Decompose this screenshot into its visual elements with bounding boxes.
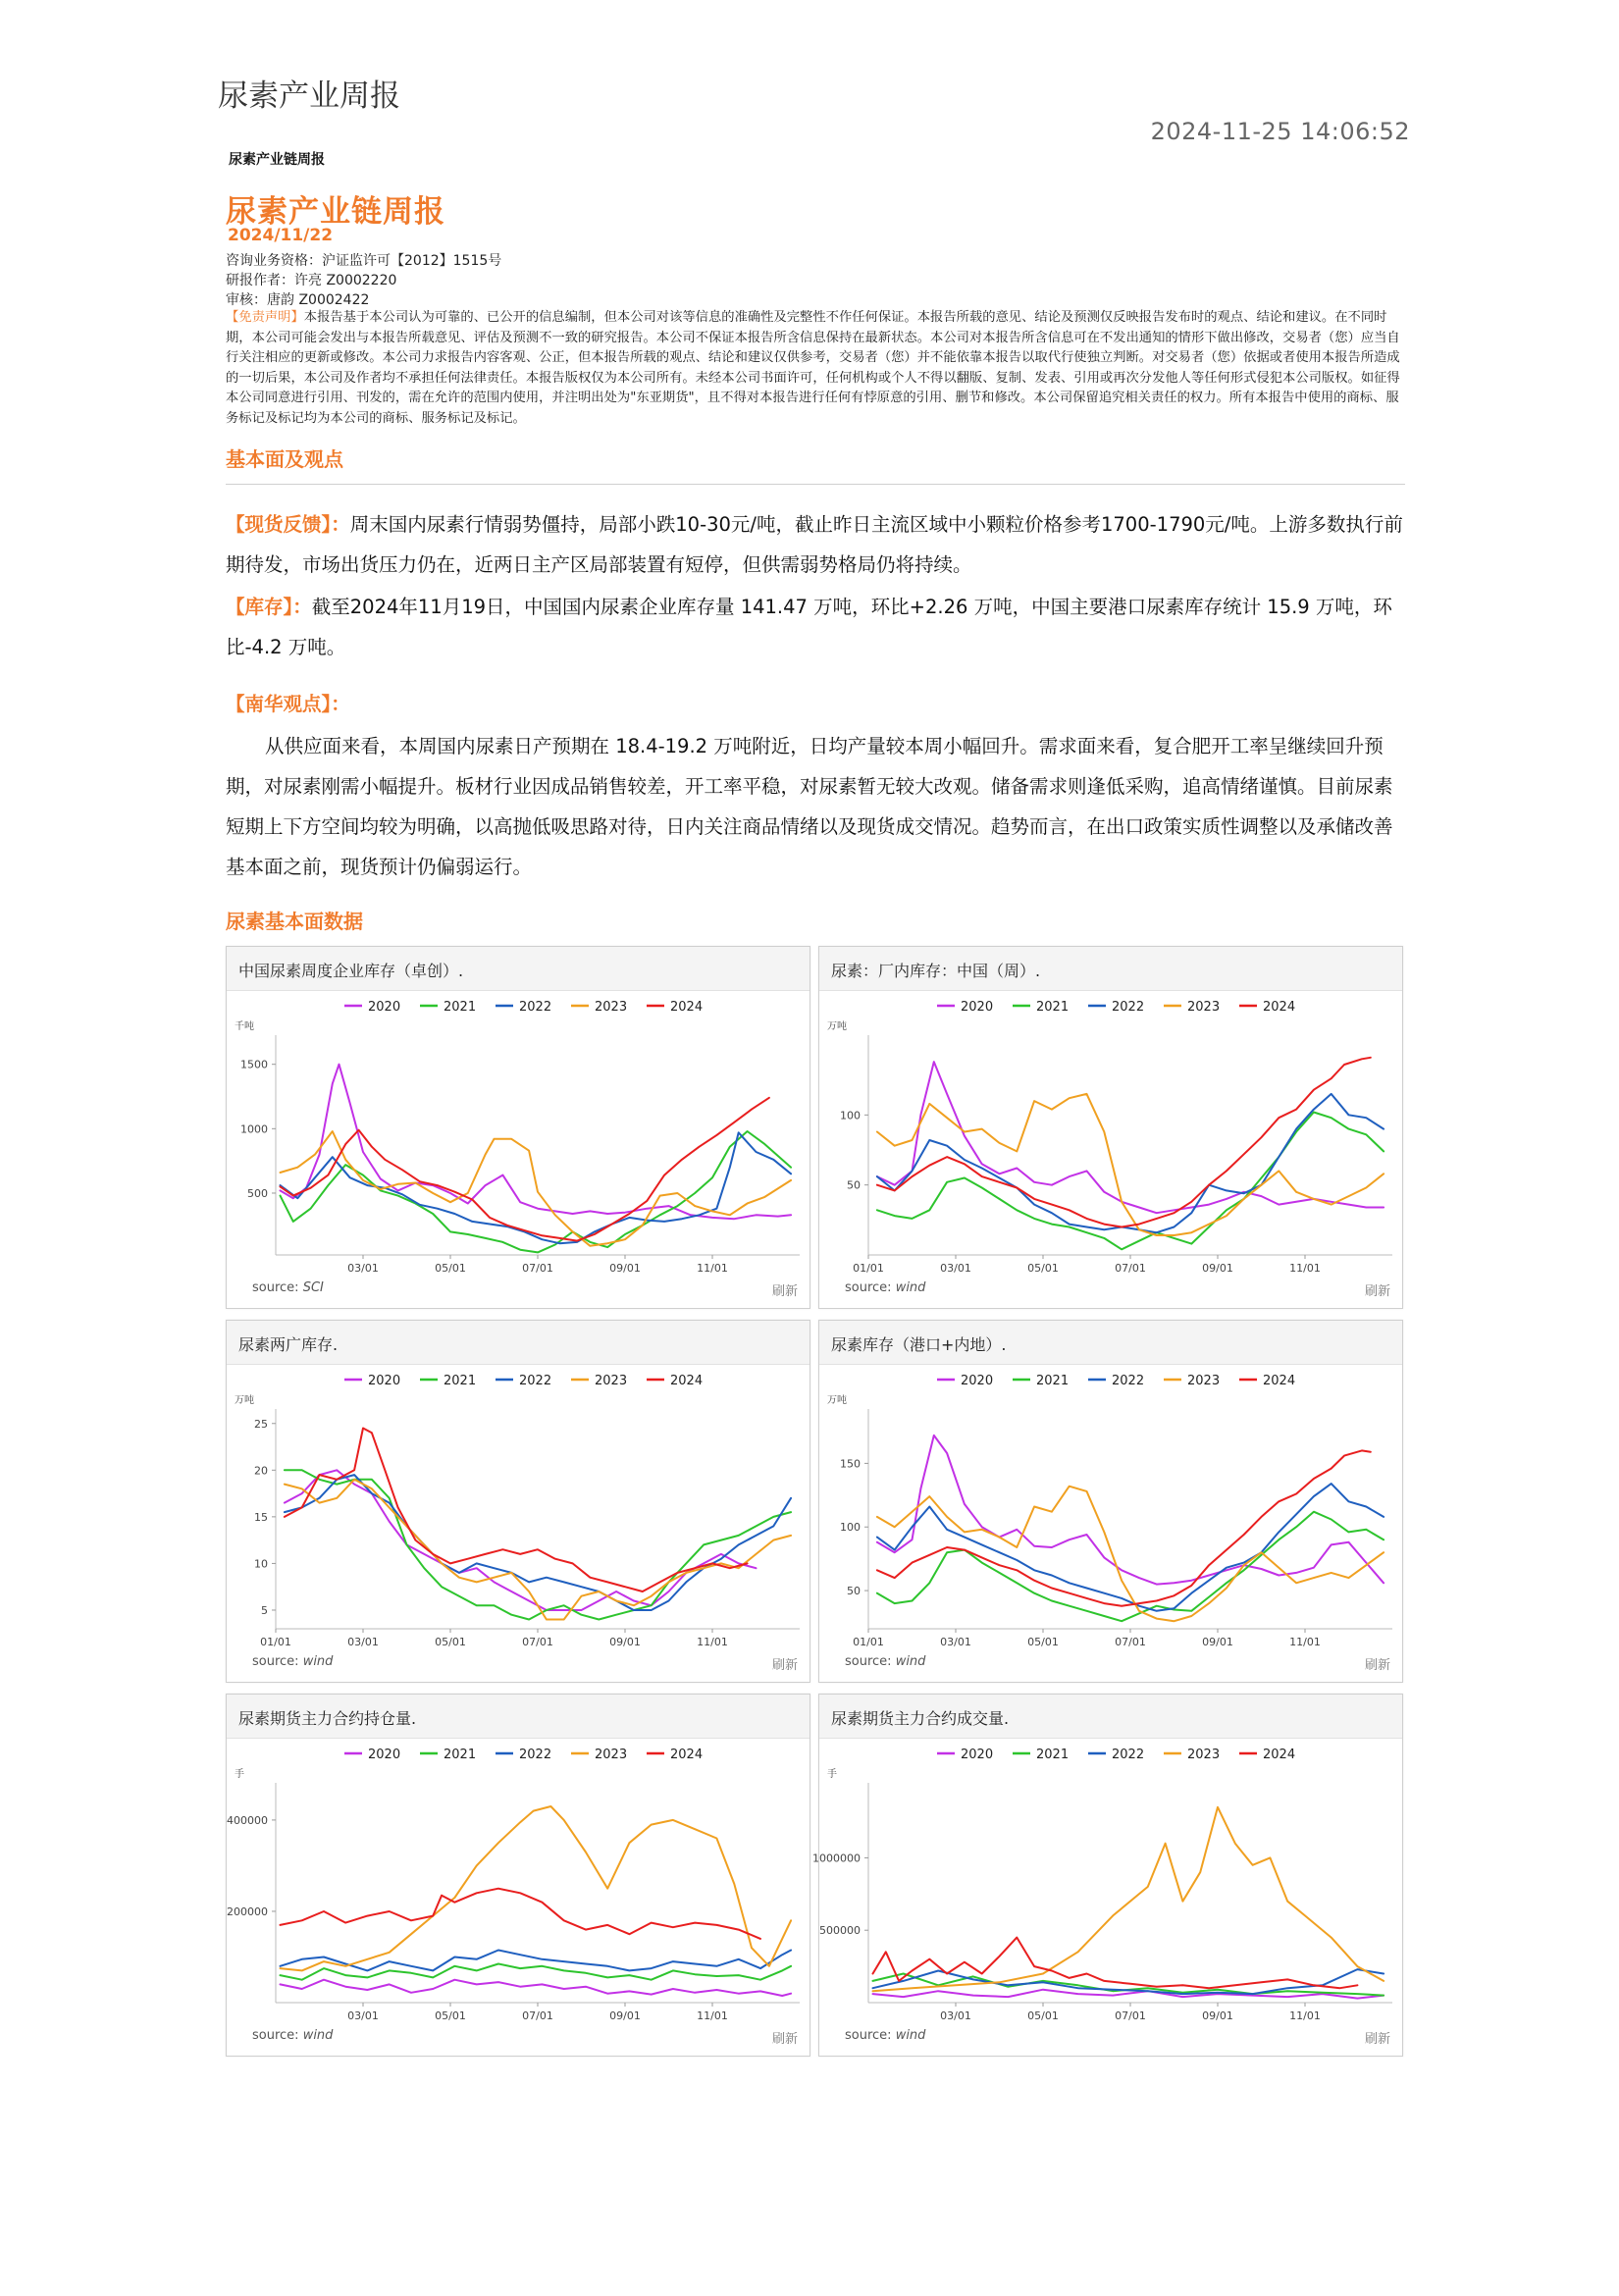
- x-tick-label: 07/01: [1115, 1636, 1146, 1648]
- legend-label: 2022: [1112, 1000, 1145, 1015]
- series-line-2020: [281, 1065, 792, 1220]
- y-unit-label: 手: [827, 1769, 837, 1780]
- nanhua-view-text: 从供应面来看，本周国内尿素日产预期在 18.4-19.2 万吨附近，日均产量较本周小幅回升。需求面来看，复合肥开工率呈继续回升预期，对尿素刚需小幅提升。板材行业因成品销售较差，开工率平稳，对尿素暂无较大改观。储备需求则逢低采购，追高情绪谨慎。目前尿素短期上下方空间均较为明确，以高抛低吸思路对待，日内关注商品情绪以及现货成交情况。趋势而言，在出口政策实质性调整以及承储改善基本面之前，现货预计仍偏弱运行。: [226, 735, 1393, 878]
- legend-label: 2022: [1112, 1748, 1145, 1762]
- legend-label: 2023: [595, 1748, 628, 1762]
- x-tick-label: 09/01: [1202, 2009, 1233, 2022]
- series-line-2021: [285, 1470, 791, 1619]
- series-line-2022: [281, 1132, 792, 1243]
- nanhua-view-paragraph: [226, 726, 1405, 887]
- series-line-2023: [877, 1487, 1384, 1622]
- source-prefix: source:: [252, 2028, 303, 2043]
- source-value: wind: [895, 2028, 926, 2043]
- nanhua-view-lead-line: [226, 684, 1405, 724]
- x-tick-label: 05/01: [1027, 1636, 1059, 1648]
- disclaimer-text: 本报告基于本公司认为可靠的、已公开的信息编制，但本公司对该等信息的准确性及完整性不作任何保证。本报告所载的意见、结论及预测仅反映报告发布时的观点、结论和建议。在不同时期，本公司可能会发出与本报告所载意见、评估及预测不一致的研究报告。本公司不保证本报告所含信息保持在最新状态。本公司对本报告所含信息可在不发出通知的情形下做出修改，交易者（您）应当自行关注相应的更新或修改。本公司力求报告内容客观、公正，但本报告所载的观点、结论和建议仅供参考，交易者（您）并不能依靠本报告以取代行使独立判断。对交易者（您）依据或者使用本报告所造成的一切后果，本公司及作者均不承担任何法律责任。本报告版权仅为本公司所有。未经本公司书面许可，任何机构或个人不得以翻版、复制、发表、引用或再次分发他人等任何形式侵犯本公司版权。如征得本公司同意进行引用、刊发的，需在允许的范围内使用，并注明出处为"东亚期货"，且不得对本报告进行任何有悖原意的引用、删节和修改。本公司保留追究相关责任的权力。所有本报告中使用的商标、服务标记及标记均为本公司的商标、服务标记及标记。: [226, 310, 1400, 426]
- inventory-lead: 【库存】：: [226, 596, 312, 618]
- source-prefix: source:: [845, 2028, 896, 2043]
- chart-source: [252, 2028, 333, 2043]
- y-unit-label: 万吨: [827, 1395, 847, 1406]
- x-tick-label: 03/01: [347, 1262, 379, 1275]
- series-line-2023: [873, 1807, 1384, 1991]
- y-tick-label: 1000: [240, 1122, 268, 1136]
- x-tick-label: 05/01: [1027, 1262, 1059, 1275]
- chart-title: 尿素两广库存.: [238, 1335, 339, 1354]
- inventory-text: 截至2024年11月19日，中国国内尿素企业库存量 141.47 万吨，环比+2.26 万吨，中国主要港口尿素库存统计 15.9 万吨，环比-4.2 万吨。: [226, 596, 1392, 658]
- line-chart: [819, 1364, 1402, 1648]
- series-line-2024: [873, 1938, 1358, 1989]
- series-line-2023: [281, 1131, 792, 1246]
- legend-label: 2020: [368, 1000, 401, 1015]
- legend-label: 2024: [670, 1000, 704, 1015]
- x-tick-label: 11/01: [697, 1636, 728, 1648]
- reviewer: 审核：唐韵 Z0002422: [226, 292, 370, 308]
- line-chart: [227, 1738, 810, 2022]
- x-tick-label: 05/01: [1027, 2009, 1059, 2022]
- refresh-button[interactable]: 刷新: [771, 1284, 798, 1299]
- y-tick-label: 200000: [227, 1905, 268, 1918]
- y-tick-label: 15: [254, 1510, 268, 1524]
- inventory-paragraph: [226, 587, 1405, 667]
- legend-label: 2021: [444, 1374, 477, 1388]
- disclaimer-tag: 【免责声明】: [226, 310, 304, 325]
- chart-card: [226, 1694, 810, 2057]
- spot-feedback-lead: 【现货反馈】：: [226, 513, 350, 536]
- legend-label: 2021: [444, 1000, 477, 1015]
- series-line-2022: [877, 1094, 1384, 1232]
- section-divider: [226, 484, 1405, 485]
- source-value: wind: [895, 1280, 926, 1295]
- legend-label: 2021: [1036, 1748, 1070, 1762]
- legend-label: 2023: [1187, 1748, 1221, 1762]
- y-tick-label: 50: [847, 1178, 861, 1192]
- chart-header: [819, 1321, 1402, 1365]
- x-tick-label: 09/01: [609, 1636, 641, 1648]
- x-tick-label: 09/01: [609, 1262, 641, 1275]
- legend-label: 2024: [1263, 1000, 1296, 1015]
- legend-label: 2023: [1187, 1374, 1221, 1388]
- refresh-button[interactable]: 刷新: [1364, 1658, 1390, 1673]
- chart-source: [252, 1280, 324, 1295]
- legend-label: 2023: [595, 1374, 628, 1388]
- legend-label: 2022: [519, 1748, 552, 1762]
- series-line-2023: [281, 1806, 792, 1970]
- legend-label: 2021: [1036, 1000, 1070, 1015]
- nanhua-view-lead: 【南华观点】：: [226, 693, 350, 715]
- chart-card: [226, 946, 810, 1309]
- legend-label: 2022: [519, 1374, 552, 1388]
- y-tick-label: 50: [847, 1585, 861, 1598]
- y-tick-label: 1000000: [812, 1852, 861, 1865]
- spot-feedback-text: 周末国内尿素行情弱势僵持，局部小跌10-30元/吨，截止昨日主流区域中小颗粒价格参考1700-1790元/吨。上游多数执行前期待发，市场出货压力仍在，近两日主产区局部装置有短停，但供需弱势格局仍将持续。: [226, 513, 1403, 576]
- legend-label: 2024: [670, 1748, 704, 1762]
- x-tick-label: 07/01: [522, 2009, 553, 2022]
- y-unit-label: 万吨: [827, 1021, 847, 1032]
- report-small-title: 尿素产业链周报: [229, 152, 325, 168]
- y-unit-label: 万吨: [235, 1395, 254, 1406]
- source-prefix: source:: [252, 1654, 303, 1669]
- x-tick-label: 11/01: [1289, 1262, 1321, 1275]
- y-tick-label: 400000: [227, 1813, 268, 1827]
- chart-source: [845, 1280, 925, 1295]
- report-title: 尿素产业链周报: [226, 194, 445, 230]
- series-line-2020: [281, 1980, 792, 1996]
- chart-card: [812, 1694, 1403, 2057]
- x-tick-label: 03/01: [940, 1262, 971, 1275]
- x-tick-label: 03/01: [347, 1636, 379, 1648]
- section-title-fundamentals: 基本面及观点: [226, 447, 343, 471]
- chart-header: [227, 1321, 810, 1365]
- legend-label: 2024: [670, 1374, 704, 1388]
- legend-label: 2020: [368, 1374, 401, 1388]
- line-chart: [227, 1364, 810, 1648]
- x-tick-label: 03/01: [940, 1636, 971, 1648]
- x-tick-label: 09/01: [1202, 1262, 1233, 1275]
- legend-label: 2022: [519, 1000, 552, 1015]
- legend-label: 2020: [961, 1748, 994, 1762]
- line-chart: [812, 1738, 1402, 2022]
- line-chart: [819, 990, 1402, 1275]
- x-tick-label: 01/01: [853, 1262, 884, 1275]
- x-tick-label: 01/01: [260, 1636, 291, 1648]
- chart-header: [819, 1695, 1402, 1739]
- legend-label: 2022: [1112, 1374, 1145, 1388]
- y-tick-label: 500000: [819, 1924, 861, 1938]
- y-tick-label: 150: [840, 1457, 861, 1471]
- chart-header: [819, 947, 1402, 991]
- refresh-button[interactable]: 刷新: [771, 1658, 798, 1673]
- chart-card: [226, 1320, 810, 1683]
- qualification: 咨询业务资格：沪证监许可【2012】1515号: [226, 253, 502, 269]
- y-unit-label: 手: [235, 1769, 244, 1780]
- source-prefix: source:: [845, 1280, 896, 1295]
- chart-card: [818, 1320, 1403, 1683]
- x-tick-label: 03/01: [940, 2009, 971, 2022]
- author: 研报作者：许亮 Z0002220: [226, 273, 397, 288]
- series-line-2020: [877, 1062, 1384, 1213]
- chart-source: [845, 1654, 925, 1669]
- source-value: wind: [302, 2028, 334, 2043]
- chart-title: 尿素期货主力合约持仓量.: [238, 1709, 417, 1728]
- x-tick-label: 01/01: [853, 1636, 884, 1648]
- x-tick-label: 07/01: [1115, 1262, 1146, 1275]
- x-tick-label: 05/01: [435, 2009, 466, 2022]
- document-header: 尿素产业周报: [218, 78, 400, 114]
- y-tick-label: 100: [840, 1109, 861, 1122]
- series-line-2024: [285, 1429, 748, 1592]
- chart-header: [227, 1695, 810, 1739]
- source-value: wind: [302, 1654, 334, 1669]
- report-date: 2024/11/22: [228, 226, 334, 245]
- y-tick-label: 20: [254, 1464, 268, 1478]
- chart-title: 尿素库存（港口+内地）.: [831, 1335, 1007, 1354]
- refresh-button[interactable]: 刷新: [1364, 1284, 1390, 1299]
- x-tick-label: 09/01: [609, 2009, 641, 2022]
- x-tick-label: 11/01: [697, 1262, 728, 1275]
- y-tick-label: 1500: [240, 1058, 268, 1071]
- y-tick-label: 25: [254, 1417, 268, 1431]
- chart-title: 尿素：厂内库存：中国（周）.: [831, 962, 1041, 980]
- chart-source: [252, 1654, 333, 1669]
- chart-title: 尿素期货主力合约成交量.: [831, 1709, 1010, 1728]
- legend-label: 2020: [961, 1000, 994, 1015]
- legend-label: 2024: [1263, 1374, 1296, 1388]
- x-tick-label: 11/01: [697, 2009, 728, 2022]
- x-tick-label: 07/01: [1115, 2009, 1146, 2022]
- x-tick-label: 11/01: [1289, 1636, 1321, 1648]
- y-tick-label: 10: [254, 1557, 268, 1571]
- legend-label: 2023: [595, 1000, 628, 1015]
- series-line-2020: [285, 1470, 757, 1610]
- chart-header: [227, 947, 810, 991]
- series-line-2020: [877, 1435, 1384, 1585]
- x-tick-label: 05/01: [435, 1636, 466, 1648]
- section-title-data: 尿素基本面数据: [226, 910, 363, 933]
- y-unit-label: 千吨: [235, 1021, 254, 1032]
- chart-card: [818, 946, 1403, 1309]
- source-prefix: source:: [252, 1280, 303, 1295]
- disclaimer: [226, 308, 1405, 430]
- source-value: wind: [895, 1654, 926, 1669]
- chart-source: [845, 2028, 925, 2043]
- x-tick-label: 07/01: [522, 1262, 553, 1275]
- source-value: SCI: [302, 1280, 324, 1295]
- x-tick-label: 03/01: [347, 2009, 379, 2022]
- legend-label: 2023: [1187, 1000, 1221, 1015]
- print-timestamp: 2024-11-25 14:06:52: [1150, 118, 1410, 145]
- x-tick-label: 09/01: [1202, 1636, 1233, 1648]
- x-tick-label: 07/01: [522, 1636, 553, 1648]
- legend-label: 2021: [444, 1748, 477, 1762]
- y-tick-label: 100: [840, 1521, 861, 1535]
- refresh-button[interactable]: 刷新: [771, 2032, 798, 2047]
- line-chart: [227, 990, 810, 1275]
- x-tick-label: 05/01: [435, 1262, 466, 1275]
- source-prefix: source:: [845, 1654, 896, 1669]
- legend-label: 2021: [1036, 1374, 1070, 1388]
- x-tick-label: 11/01: [1289, 2009, 1321, 2022]
- legend-label: 2024: [1263, 1748, 1296, 1762]
- y-tick-label: 5: [261, 1603, 268, 1617]
- spot-feedback-paragraph: [226, 504, 1405, 585]
- refresh-button[interactable]: 刷新: [1364, 2032, 1390, 2047]
- legend-label: 2020: [368, 1748, 401, 1762]
- y-tick-label: 500: [247, 1186, 268, 1200]
- legend-label: 2020: [961, 1374, 994, 1388]
- chart-title: 中国尿素周度企业库存（卓创）.: [238, 962, 464, 980]
- series-line-2024: [281, 1889, 761, 1939]
